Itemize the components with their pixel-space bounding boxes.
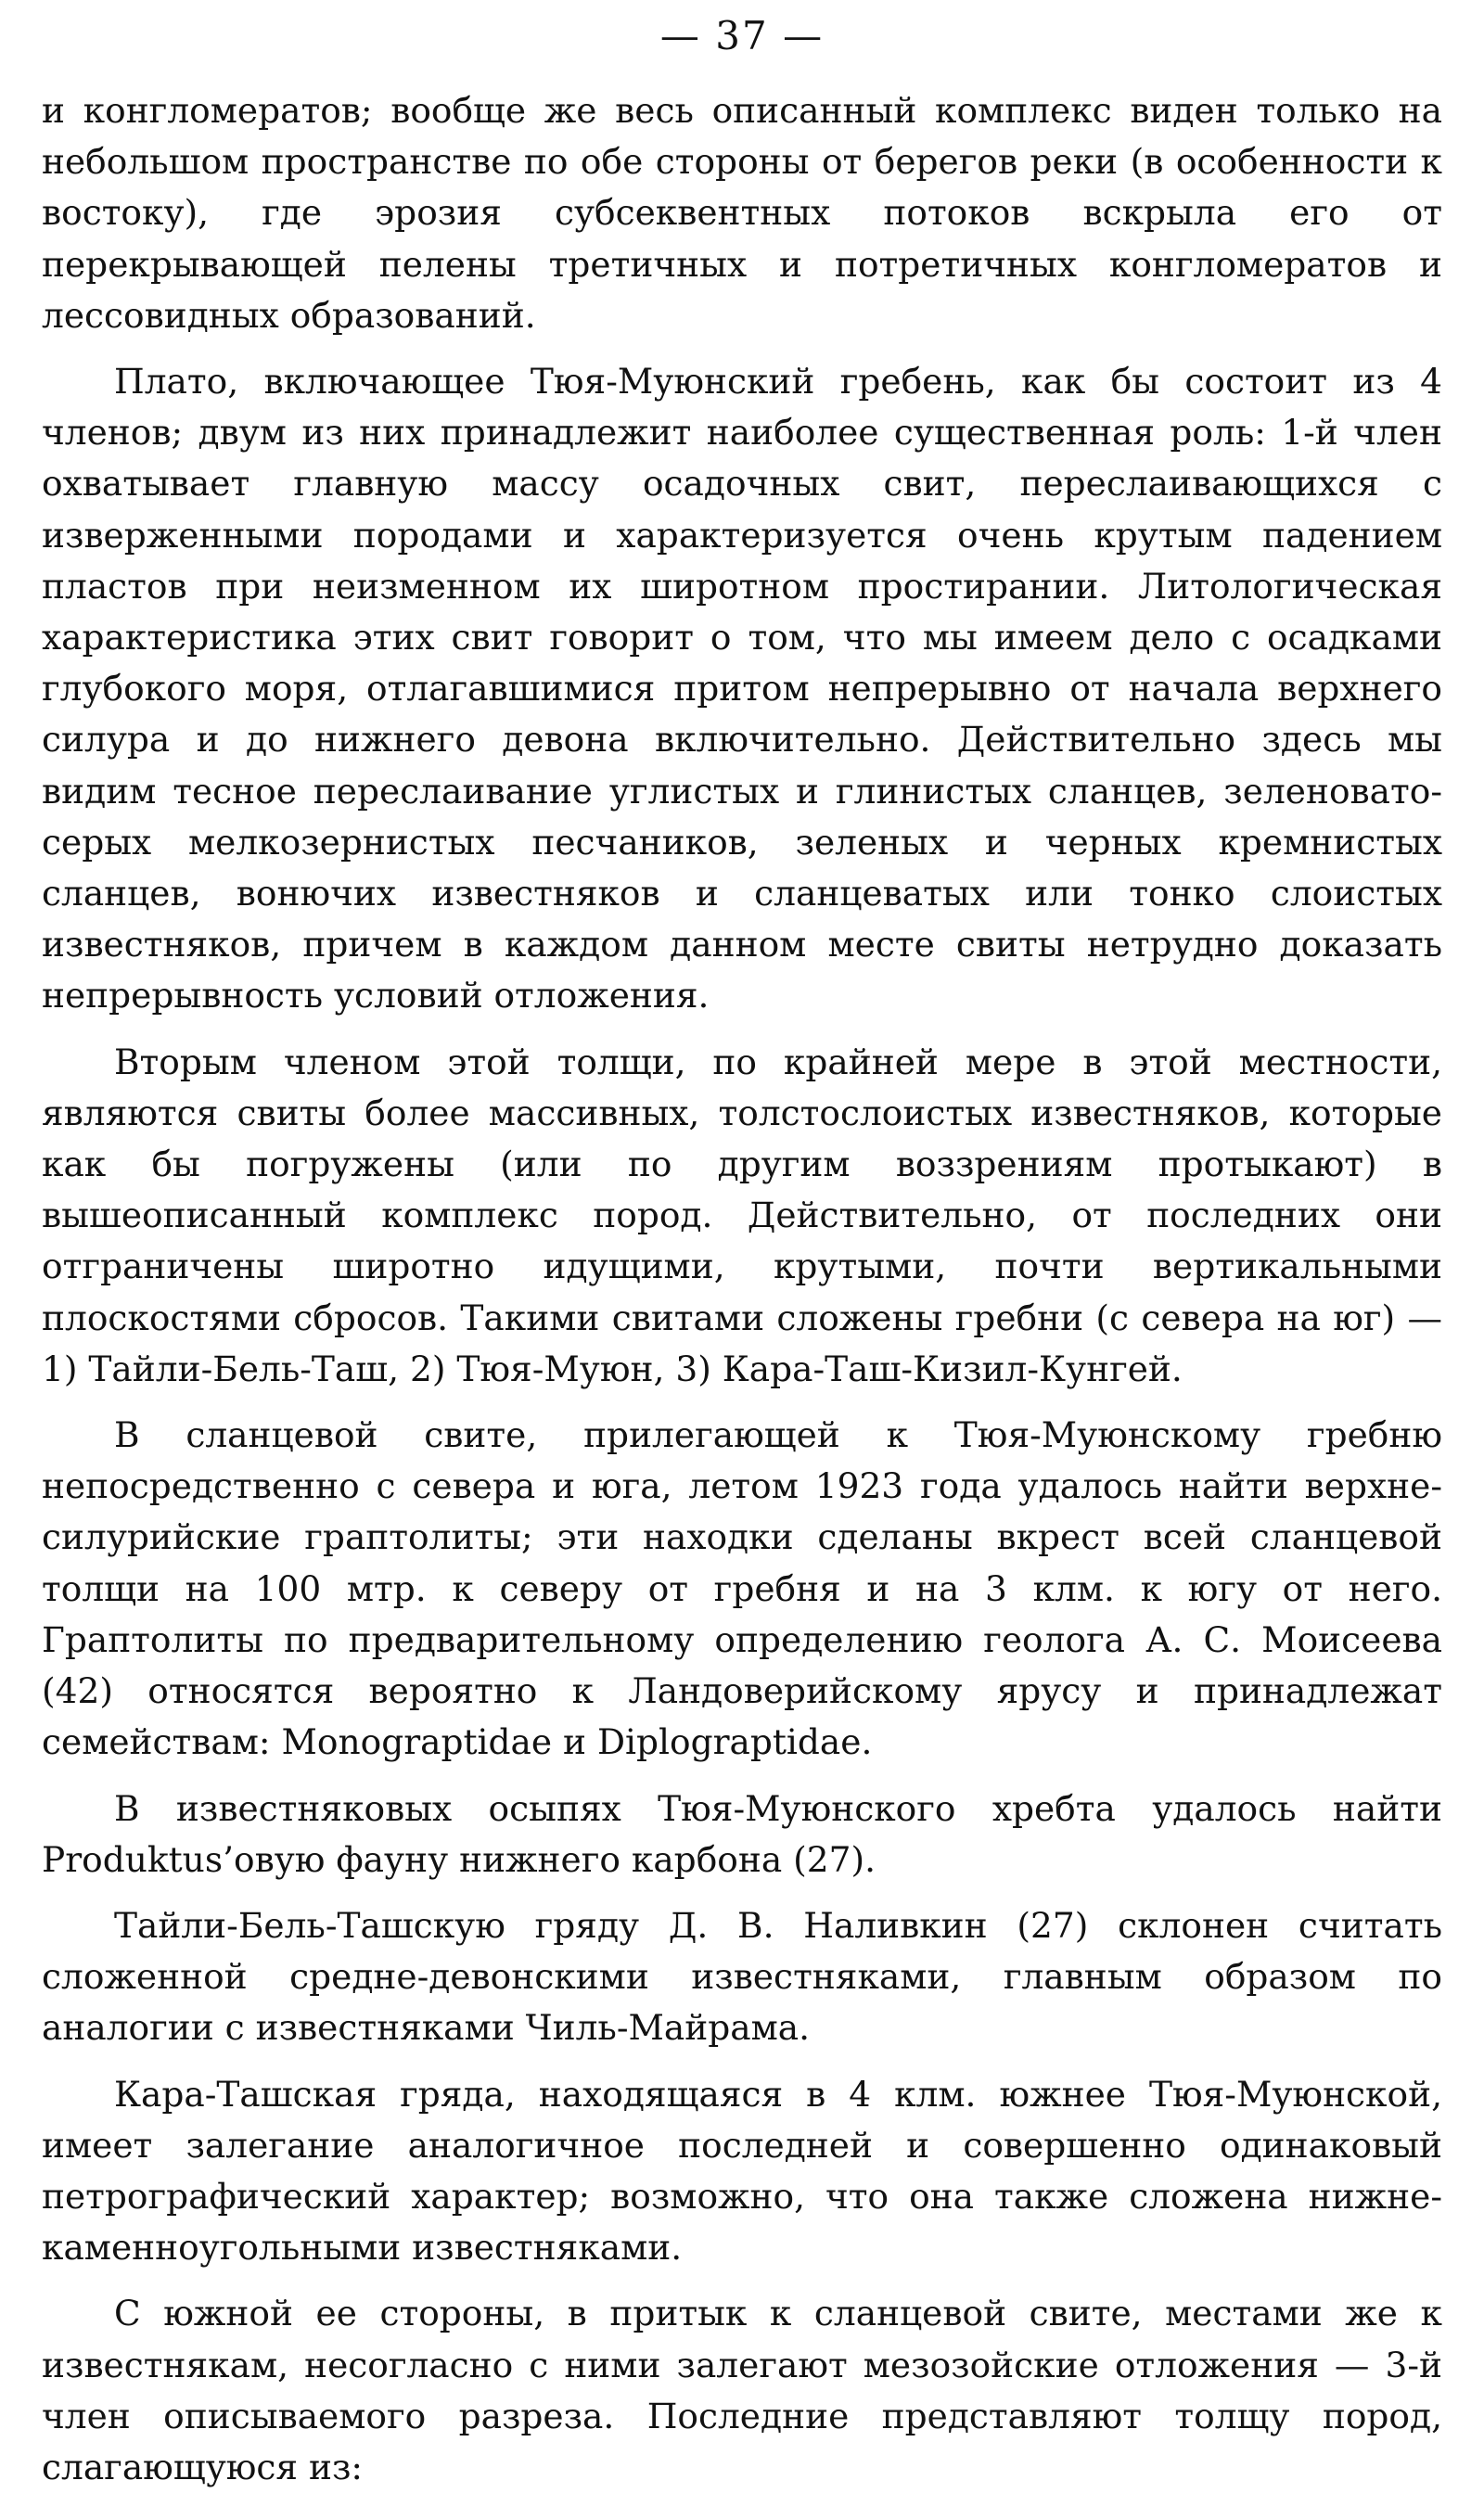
paragraph-6: Тайли-Бель-Ташскую гряду Д. В. Наливкин (27) склонен считать сложенной средне-девонскими известняками, главным образом по аналогии с известняками Чиль-Майрама. [42,1904,1442,2049]
paragraph-2: Плато, включающее Тюя-Муюнский гребень, как бы состоит из 4 членов; двум из них принадлежит наиболее существенная роль: 1-й член охватывает главную массу осадочных свит, переслаивающихся с изверженными породами и характеризуется очень крутым падением пластов при неизменном их широтном простирании. Литологическая характеристика этих свит говорит о том, что мы имеем дело с осадками глубокого моря, отлагавшимися притом непрерывно от начала верхнего силура и до нижнего девона включительно. Действительно здесь мы видим тесное переслаивание углистых и глинистых сланцев, зеленовато-серых мелкозернистых песчаников, зеленых и черных кремнистых сланцев, вонючих известняков и сланцеватых или тонко слоистых известняков, причем в каждом данном месте свиты нетрудно доказать непрерывность условий отложения. [42,361,1442,1016]
paragraph-7: Кара-Ташская гряда, находящаяся в 4 клм. южнее Тюя-Муюнской, имеет залегание аналогичное последней и совершенно одинаковый петрографический характер; возможно, что она также сложена нижне-каменноугольными известняками. [42,2073,1442,2269]
paragraph-1: и конгломератов; вообще же весь описанный комплекс виден только на небольшом пространстве по обе стороны от берегов реки (в особенности к востоку), где эрозия субсеквентных потоков вскрыла его от перекрывающей пелены третичных и потретичных конгломератов и лессовидных образований. [42,90,1442,336]
page-number: — 37 — [659,13,825,58]
paragraph-3: Вторым членом этой толщи, по крайней мере в этой местности, являются свиты более массивных, толстослоистых известняков, которые как бы погружены (или по другим воззрениям протыкают) в вышеописанный комплекс пород. Действительно, от последних они отграничены широтно идущими, крутыми, почти вертикальными плоскостями сбросов. Такими свитами сложены гребни (с севера на юг) — 1) Тайли-Бель-Таш, 2) Тюя-Муюн, 3) Кара-Таш-Кизил-Кунгей. [42,1041,1442,1389]
paragraph-5: В известняковых осыпях Тюя-Муюнского хребта удалось найти Produktus’овую фауну нижнего карбона (27). [42,1787,1442,1880]
paragraph-4: В сланцевой свите, прилегающей к Тюя-Муюнскому гребню непосредственно с севера и юга, летом 1923 года удалось найти верхне-силурийские граптолиты; эти находки сделаны вкрест всей сланцевой толщи на 100 мтр. к северу от гребня и на 3 клм. к югу от него. Граптолиты по предварительному определению геолога А. С. Моисеева (42) относятся вероятно к Ландоверийскому ярусу и принадлежат семействам: Monograptidae и Diplograptidae. [42,1414,1442,1763]
paragraph-8: С южной ее стороны, в притык к сланцевой свите, местами же к известнякам, несогласно с ними залегают мезозойские отложения — 3-й член описываемого разреза. Последние представляют толщу пород, слагающуюся из: [42,2293,1442,2487]
